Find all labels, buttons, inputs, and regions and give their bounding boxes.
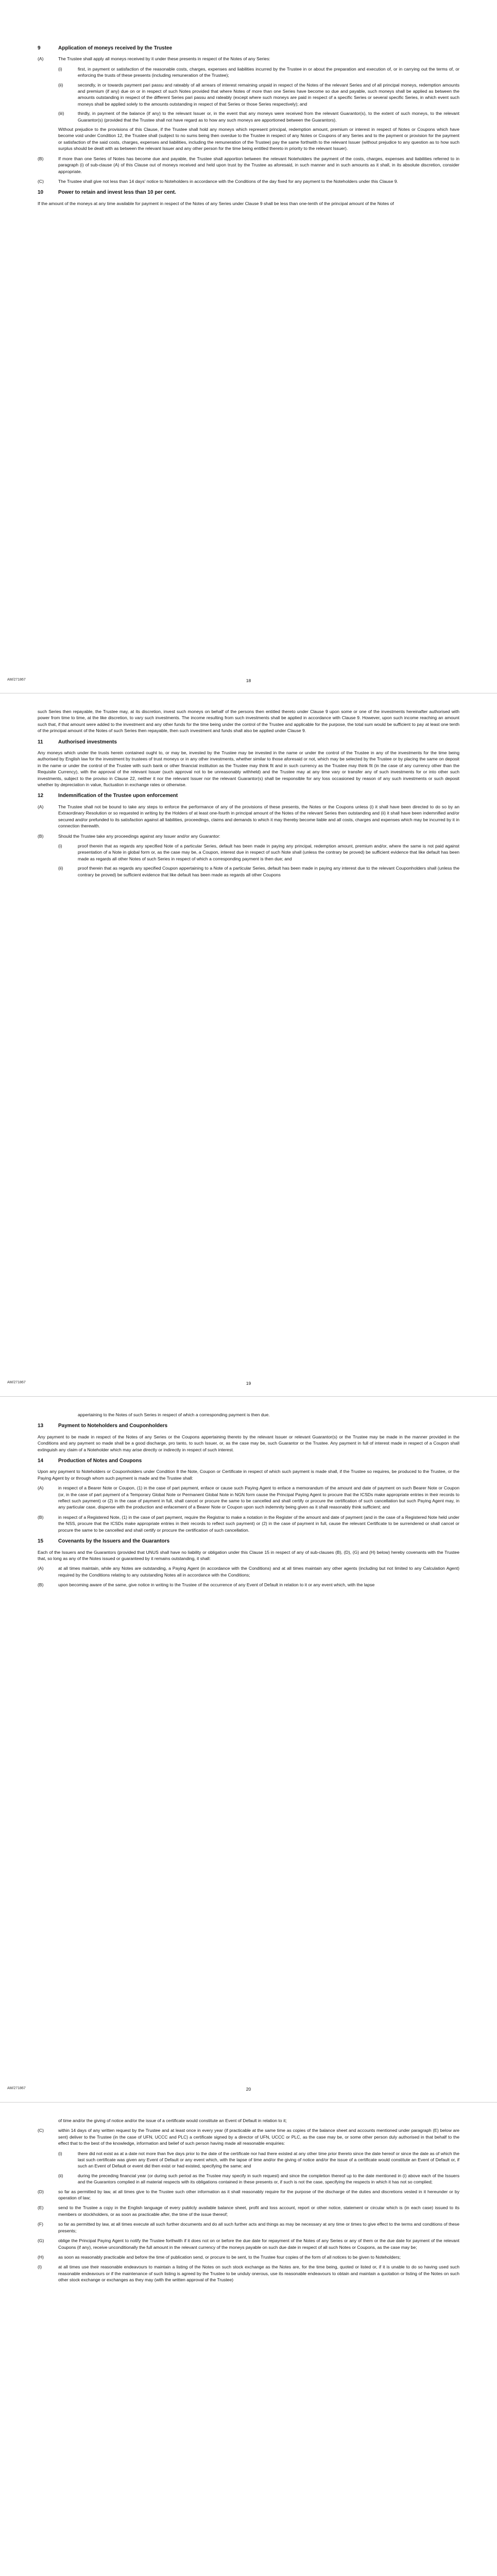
section-11-heading: 11 Authorised investments: [38, 739, 117, 745]
page-divider: [0, 1396, 497, 1397]
section-10-text: If the amount of the moneys at any time available for payment in respect of the Notes of any Series under Clause 9 shall be less than one-tenth of the principal amount of the Notes of: [38, 200, 394, 206]
section-10-continued: such Series then repayable, the Trustee may, at its discretion, invest such moneys on behalf of the persons then entitled thereto under Clause 9 upon some or one of the investments hereinafter authorised with power from time to time, at the like discretion, to vary such investments. The income resulting from such investments shall be applied in accordance with Clause 9. However, upon such income reaching an amount such that, if that amount were added to the investment and any other funds for the time being under the control of the Trustee and applicable for the purpose, the total sum would be sufficient to pay at least one tenth of the principal amount of the Notes of such Series then repayable, then such investment and funds shall also be applied under Clause 9.: [38, 709, 459, 734]
page-number: 20: [246, 2087, 251, 2092]
page-number: 19: [246, 1381, 251, 1386]
section-9-heading: [38, 45, 459, 52]
clause-15c-i: (i) there did not exist as at a date not more than five days prior to the date of the certificate nor had there existed at any other time prior thereto since the date hereof or since the date as of which the last such certificate was given any Event of Default or any event which, with the lapse of time and/or the giving of notice and/or the issue of a certificate would constitute an Event of Default or, if such an Event of Default or event did then exist or had existed, specifying the same; and: [58, 2150, 459, 2169]
page-number: 18: [246, 678, 251, 683]
page-21-body: [38, 2117, 459, 2287]
section-12-heading: 12 Indemnification of the Trustee upon enforcement: [38, 793, 178, 799]
section-number: 9: [38, 45, 41, 51]
page-divider: [0, 2102, 497, 2103]
page-20: [0, 1399, 497, 2105]
page-20-body: [38, 1412, 459, 1592]
clause-14b: (B) in respect of a Registered Note, (1) in the case of part payment, require the Registrar to make a notation in the Register of the amount and date of payment (and in the case of a Registered Note held under the NSS, procure that the ICSDs make appropriate entries in their records to reflect such payment) or (2) in the case of payment in full, cause the relevant Certificate to be surrendered or shall cancel or procure the same to be cancelled and shall certify or procure the certification of such cancellation.: [38, 1514, 459, 1533]
clause-15b: (B) upon becoming aware of the same, give notice in writing to the Trustee of the occurrence of any Event of Default in relation to it or any event which, with the lapse: [38, 1582, 375, 1588]
section-11-text: Any moneys which under the trusts herein contained ought to, or may be, invested by the Trustee may be invested in the name or under the control of the Trustee in any of the investments for the time being authorised by English law for the investment by trustees of trust moneys or in any other investments, whether similar to those aforesaid or not, which may be selected by the Trustee or by placing the same on deposit in the name or under the control of the Trustee with such bank or other financial institution as the Trustee may think fit and in such currency as the Trustee may think fit (in the case of any currency other than the Requisite Currency), with the approval of the relevant Issuer (such approval not to be unreasonably withheld) and the Trustee may at any time vary or transfer any of such investments for or into other such investments, subject to the proviso in Clause 22, neither it nor the relevant Issuer nor the relevant Guarantor(s) shall be responsible for any loss occasioned by reason of any such investments or such deposit whether by depreciation in value, fluctuation in exchange rates or otherwise.: [38, 750, 459, 788]
section-14-text: Upon any payment to Noteholders or Couponholders under Condition 8 the Note, Coupon or Certificate in respect of which such payment is made shall, if the Trustee so requires, be produced to the Trustee, or the Paying Agent by or through whom such payment is made and the Trustee shall:: [38, 1469, 459, 1481]
section-15-heading: 15 Covenants by the Issuers and the Guarantors: [38, 1538, 170, 1545]
clause-15d: (D) so far as permitted by law, at all times give to the Trustee such other information as it shall reasonably require for the purpose of the discharge of the duties and discretions vested in it hereunder or by operation of law;: [38, 2189, 459, 2201]
section-title: Application of moneys received by the Trustee: [58, 45, 173, 51]
clause-12b-ii-continued: appertaining to the Notes of such Series in respect of which a corresponding payment is then due.: [78, 1412, 270, 1417]
clause-15c: (C) within 14 days of any written request by the Trustee and at least once in every year (if practicable at the same time as copies of the balance sheet and accounts mentioned under paragraph (E) below are sent) deliver to the Trustee (in the case of UFN, UCCC and PLC) a certificate signed by a director of UFN, UCCC or PLC, as the case may be, or some other person duly authorised in that behalf to the effect that to the best of the knowledge, information and belief of such person having made all reasonable enquiries:: [38, 2128, 459, 2146]
clause-14a: (A) in respect of a Bearer Note or Coupon, (1) in the case of part payment, enface or cause such Paying Agent to enface a memorandum of the amount and date of payment on such Bearer Note or Coupon (or, in the case of part payment of a Temporary Global Note or Permanent Global Note in NGN form cause the Principal Paying Agent to procure that the ICSDs make appropriate entries in their records to reflect such payment) or (2) in the case of payment in full, shall cancel or procure the same to be cancelled and shall certify or procure the certification of such cancellation but such Paying Agent may, in any particular case, dispense with the production and enfacement of a Bearer Note or Coupon upon such indemnity being given as it shall reasonably think sufficient; and: [38, 1485, 459, 1510]
clause-12b-i: (i) proof therein that as regards any specified Note of a particular Series, default has been made in paying any principal, redemption amount, premium and/or, where the same is not paid against presentation of a Note in global form or, as the case may be, a Coupon, interest due in respect of such Note shall (unless the contrary be proved) be sufficient evidence that like default has been made as regards all other Notes of such Series in respect of which a corresponding payment is then due; and: [58, 843, 459, 861]
clause-15b-continued: of time and/or the giving of notice and/or the issue of a certificate would constitute an Event of Default in relation to it;: [58, 2118, 287, 2123]
clause-15e: (E) send to the Trustee a copy in the English language of every publicly available balance sheet, profit and loss account, report or other notice, statement or circular which is (in each case) issued to its members or stockholders, or as soon as practicable after, the time of the issue thereof;: [38, 2205, 459, 2217]
document-reference: AM/271867: [7, 1381, 26, 1384]
clause-15h: (H) as soon as reasonably practicable and before the time of publication send, or procure to be sent, to the Trustee four copies of the form of all notices to be given to Noteholders;: [38, 2254, 401, 2260]
clause-9a: (A) The Trustee shall apply all moneys received by it under these presents in respect of the Notes of any Series:: [38, 56, 270, 62]
section-14-heading: 14 Production of Notes and Coupons: [38, 1458, 142, 1464]
clause-9a-iii: (iii) thirdly, in payment of the balance (if any) to the relevant Issuer or, in the event that any moneys were received from the relevant Guarantor(s), to the extent of such moneys, to the relevant Guarantor(s) (provided that the Trustee shall not have regard as to how any such moneys are apportioned between the Guarantors).: [58, 111, 459, 123]
clause-15g: (G) oblige the Principal Paying Agent to notify the Trustee forthwith if it does not on or before the due date for repayment of the Notes of any Series or any of them or the due date for payment of the relevant Coupons (if any), receive unconditionally the full amount in the relevant currency of the moneys payable on such due date in respect of all such Notes or Coupons, as the case may be;: [38, 2238, 459, 2250]
clause-15c-ii: (ii) during the preceding financial year (or during such period as the Trustee may specify in such request) and since the completion thereof up to the date mentioned in (i) above each of the Issuers and the Guarantors complied in all material respects with its obligations contained in these presents or, if such is not the case, specifying the respects in which it has not so complied;: [58, 2173, 459, 2185]
clause-12a: (A) The Trustee shall not be bound to take any steps to enforce the performance of any of the provisions of these presents, the Notes or the Coupons unless (i) it shall have been directed to do so by an Extraordinary Resolution or so requested in writing by the Holders of at least one-fourth in principal amount of the Notes of the relevant Series then outstanding and (ii) it shall have been indemnified and/or secured and/or prefunded to its satisfaction against all liabilities, proceedings, claims and demands to which it may thereby become liable and all costs, charges and expenses which may be incurred by it in connection therewith.: [38, 804, 459, 829]
clause-15f: (F) so far as permitted by law, at all times execute all such further documents and do all such further acts and things as may be necessary at any time or times to give effect to the terms and conditions of these presents;: [38, 2222, 459, 2233]
section-10-heading: 10 Power to retain and invest less than 10 per cent.: [38, 190, 176, 196]
clause-9c: (C) The Trustee shall give not less than 14 days' notice to Noteholders in accordance with the Conditions of the day fixed for any payment to the Noteholders under this Clause 9.: [38, 178, 398, 184]
page-18-body: [38, 40, 459, 210]
clause-9b: (B) If more than one Series of Notes has become due and payable, the Trustee shall apportion between the relevant Noteholders the payment of the costs, charges, expenses and liabilities referred to in paragraph (i) of sub-clause (A) of this Clause out of moneys received and held upon trust by the Trustee as aforesaid, in such manner and in such amounts as it shall, in its absolute discretion, consider appropriate.: [38, 156, 459, 174]
page-19: [0, 696, 497, 1399]
section-15-text: Each of the Issuers and the Guarantors (provided that UNUS shall have no liability or obligation under this Clause 15 in respect of any of sub-clauses (B), (D), (G) and (H) below) hereby covenants with the Trustee that, so long as any of the Notes issued or guaranteed by it remains outstanding, it shall:: [38, 1549, 459, 1561]
section-13-heading: 13 Payment to Noteholders and Couponholders: [38, 1423, 168, 1429]
clause-12b-ii: (ii) proof therein that as regards any specified Coupon appertaining to a Note of a particular Series, default has been made in paying any interest due to the relevant Couponholders shall (unless the contrary be proved) be sufficient evidence that like default has been made as regards all other Coupons: [58, 866, 459, 877]
document-reference: AM/271867: [7, 678, 26, 682]
clause-9a-ii: (ii) secondly, in or towards payment pari passu and rateably of all arrears of interest remaining unpaid in respect of the Notes of the relevant Series and of all principal moneys, redemption amounts and premium (if any) due on or in respect of such Notes provided that where Notes of more than one Series have become so due and payable, such moneys shall be applied as between the amounts outstanding in respect of the different Series pari passu and rateably (except where such moneys are paid in respect of a specific Series or several specific Series, in which event such moneys shall be applied solely to the amounts outstanding in respect of that Series or those Series respectively); and: [58, 82, 459, 107]
clause-12b: (B) Should the Trustee take any proceedings against any Issuer and/or any Guarantor:: [38, 833, 220, 839]
page-21: [0, 2105, 497, 2576]
page-18: [0, 0, 497, 696]
page-19-body: [38, 708, 459, 881]
clause-9a-paragraph: Without prejudice to the provisions of this Clause, if the Trustee shall hold any moneys which represent principal, redemption amount, premium or interest in respect of Notes or Coupons which have become void under Condition 12, the Trustee shall (subject to no sums being then overdue to the Trustee in respect of any Notes or Coupons of any Series and to the payment or provision for the payment or satisfaction of the said costs, charges, expenses and liabilities, including the remuneration of the Trustee) pay the same forthwith to the relevant Issuer (without prejudice to any question as to how such surplus should be dealt with as between the relevant Issuer and any other person for the time being entitled thereto in priority to the relevant Issuer).: [58, 127, 459, 151]
clause-15a: (A) at all times maintain, while any Notes are outstanding, a Paying Agent (in accordance with the Conditions) and at all times maintain any other agents (including but not limited to any Calculation Agent) required by the Conditions relating to any outstanding Notes all in accordance with the Conditions;: [38, 1566, 459, 1578]
clause-15i: (I) at all times use their reasonable endeavours to maintain a listing of the Notes on such stock exchange as the Notes are, for the time being, quoted or listed or, if it is unable to do so having used such reasonable endeavours or if the maintenance of such listing is agreed by the Trustee to be unduly onerous, use its reasonable endeavours to obtain and maintain a quotation or listing of the Notes on such other stock exchange or exchanges as they may (with the written approval of the Trustee): [38, 2264, 459, 2283]
clause-9a-i: (i) first, in payment or satisfaction of the reasonable costs, charges, expenses and liabilities incurred by the Trustee in or about the preparation and execution of, or in carrying out the terms of, or enforcing the trusts of these presents (including remuneration of the Trustee);: [58, 66, 459, 78]
section-13-text: Any payment to be made in respect of the Notes of any Series or the Coupons appertaining thereto by the relevant Issuer or relevant Guarantor(s) or the Trustee may be made in the manner provided in the Conditions and any payment so made shall be a good discharge, pro tanto, to such Issuer, or, as the case may be, such Guarantor or the Trustee. Any payment in full of interest made in respect of a Coupon shall extinguish any claim of a Noteholder which may arise directly or indirectly in respect of such interest.: [38, 1434, 459, 1452]
document-reference: AM/271867: [7, 2087, 26, 2090]
